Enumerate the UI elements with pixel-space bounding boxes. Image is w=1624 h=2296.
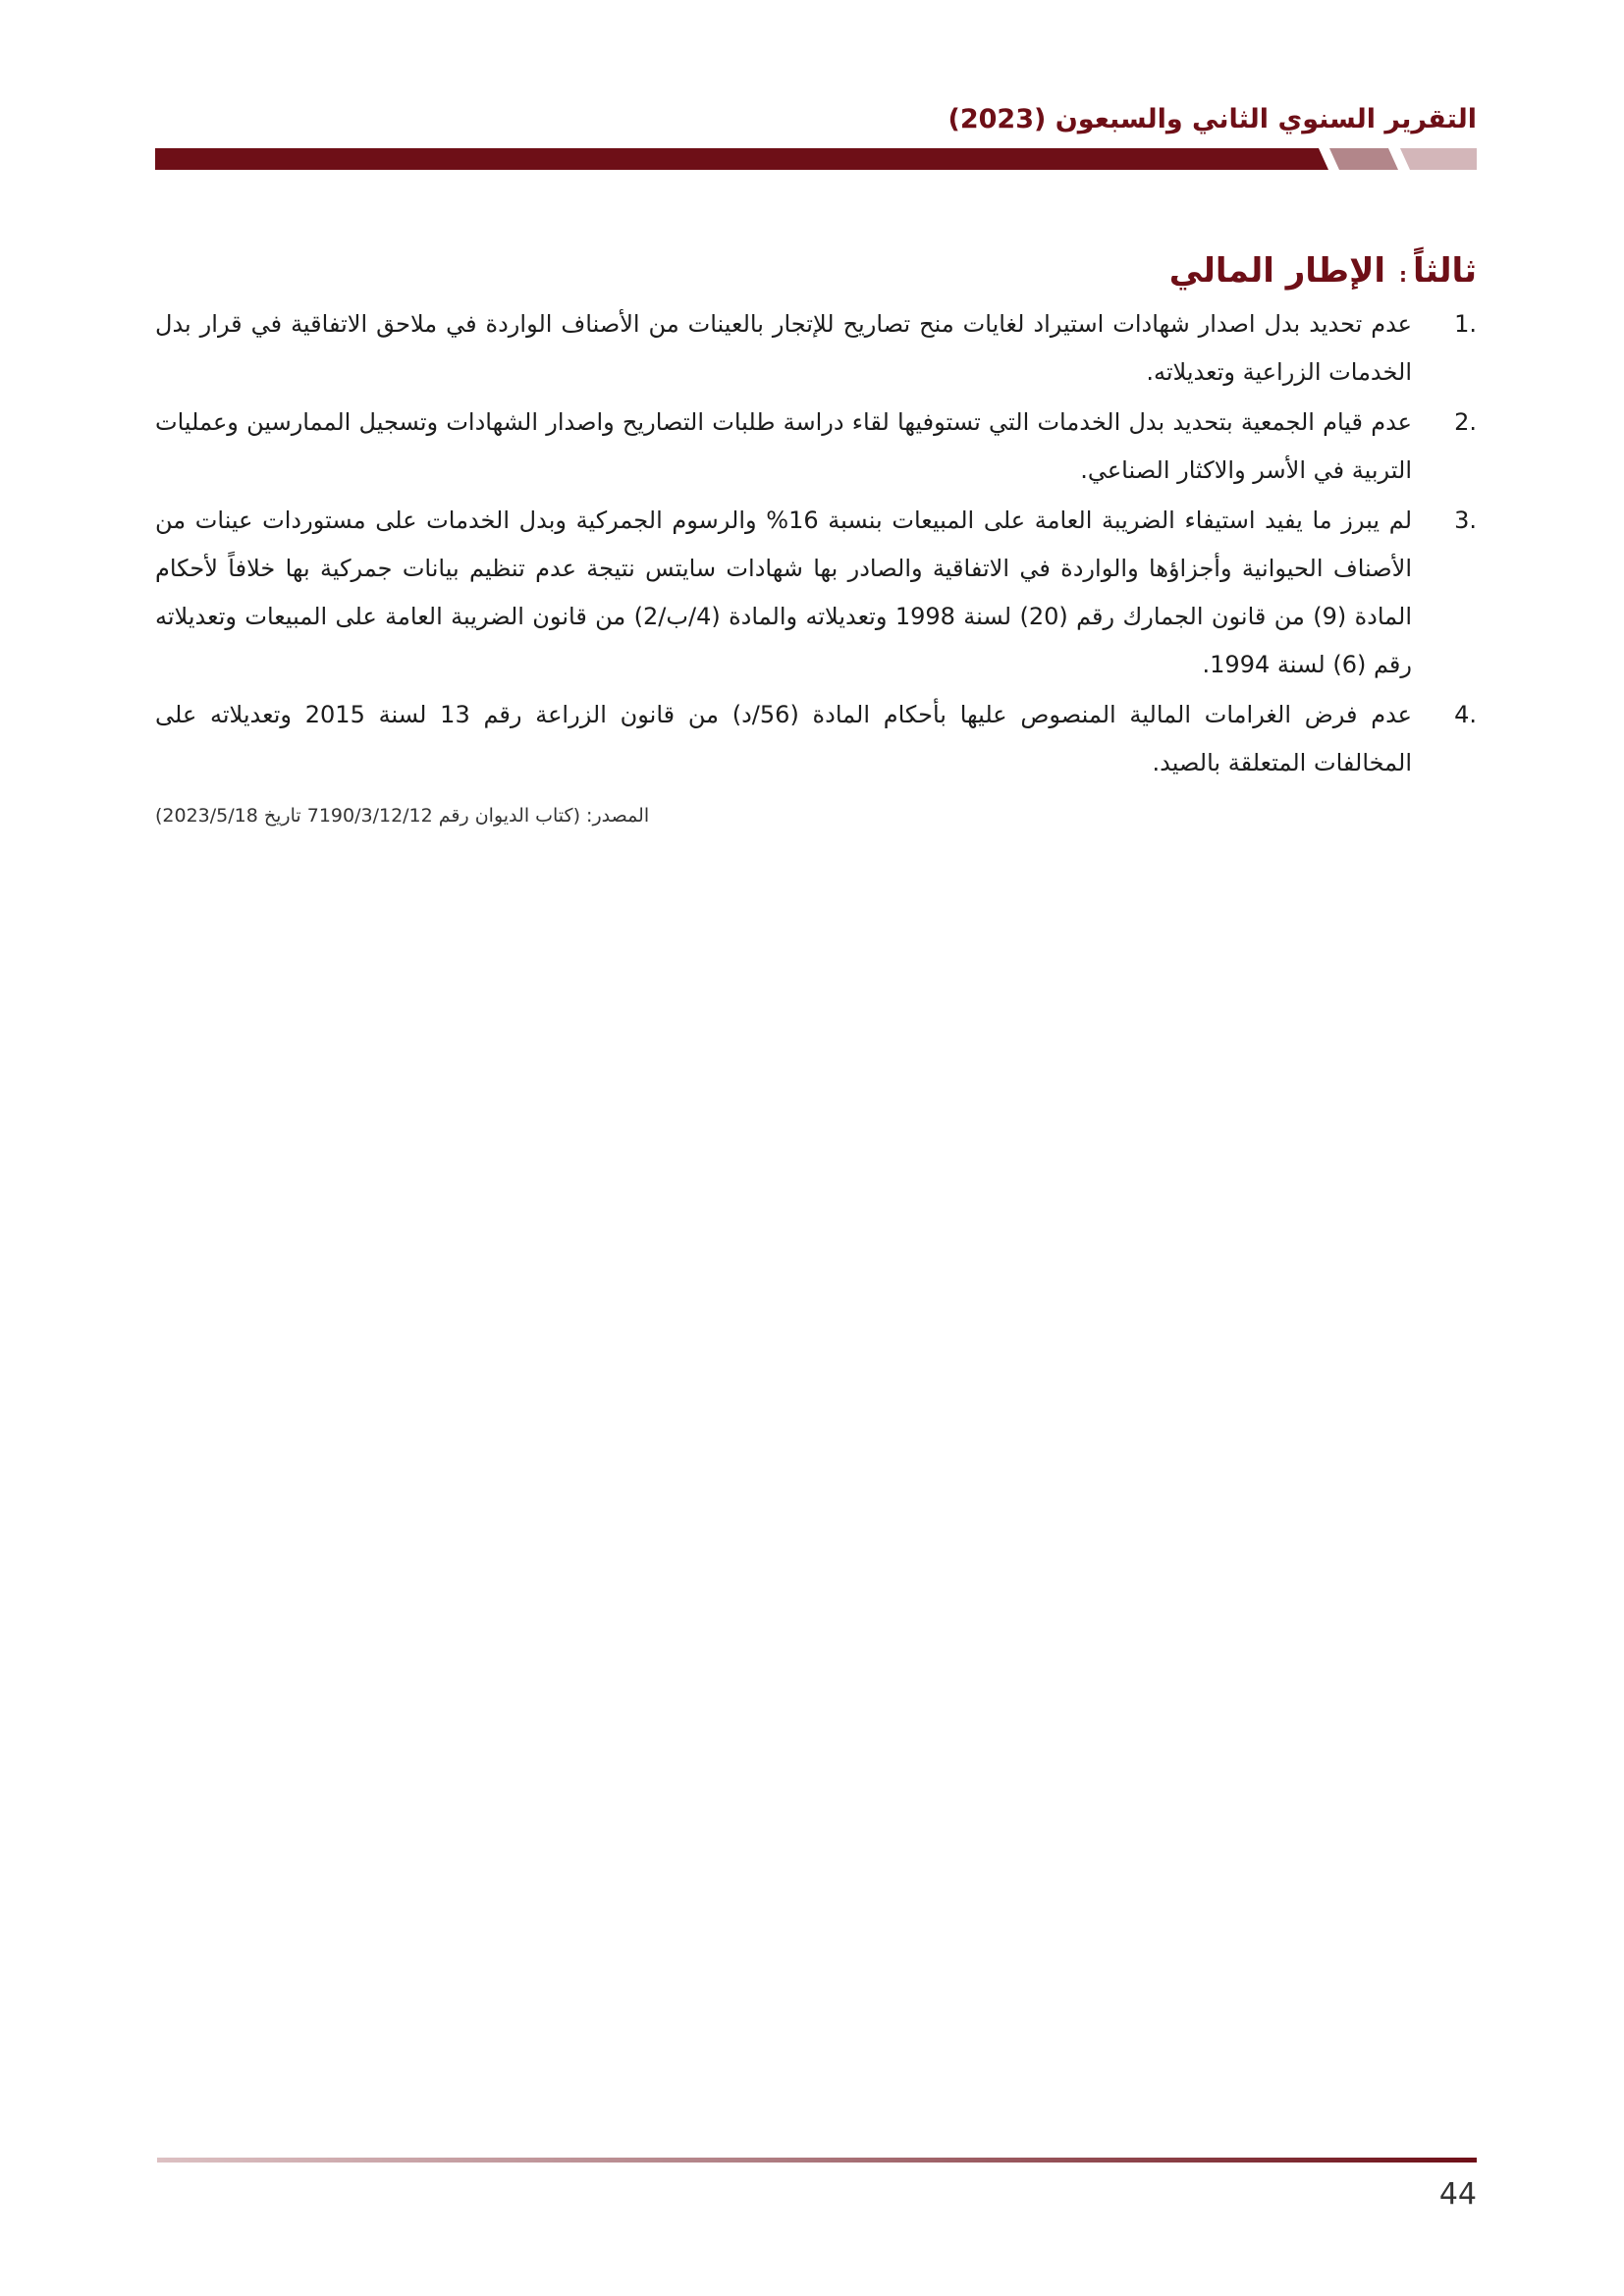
section-number: ثالثاً bbox=[1413, 251, 1477, 291]
source-note: المصدر: (كتاب الديوان رقم 7190/3/12/12 تاريخ 2023/5/18) bbox=[155, 805, 650, 827]
list-item-number: 2. bbox=[1454, 408, 1477, 436]
list-item-number: 1. bbox=[1454, 310, 1477, 338]
report-title: التقرير السنوي الثاني والسبعون (2023) bbox=[947, 104, 1477, 134]
findings-list bbox=[155, 300, 1477, 789]
header-band-segment-1 bbox=[1329, 148, 1398, 170]
section-title: الإطار المالي bbox=[1168, 251, 1386, 291]
list-item-number: 3. bbox=[1454, 507, 1477, 534]
list-item-text: عدم قيام الجمعية بتحديد بدل الخدمات التي تستوفيها لقاء دراسة طلبات التصاريح واصدار الشهادات وتسجيل الممارسين وعمليات التربية في الأسر والاكثار الصناعي. bbox=[155, 408, 1412, 484]
list-item bbox=[155, 497, 1477, 689]
section-heading bbox=[1169, 251, 1477, 291]
header-band-segment-2 bbox=[1400, 148, 1477, 170]
list-item bbox=[155, 399, 1477, 495]
list-item-text: عدم فرض الغرامات المالية المنصوص عليها بأحكام المادة (56/د) من قانون الزراعة رقم 13 لسنة 2015 وتعديلاته على المخالفات المتعلقة بالصيد. bbox=[155, 701, 1412, 776]
list-item bbox=[155, 300, 1477, 397]
list-item-text: لم يبرز ما يفيد استيفاء الضريبة العامة على المبيعات بنسبة 16% والرسوم الجمركية وبدل الخدمات على مستوردات عينات من الأصناف الحيوانية وأجزاؤها والواردة في الاتفاقية والصادر بها شهادات سايتس نتيجة عدم تنظيم بيانات جمركية بها خلافاً لأحكام المادة (9) من قانون الجمارك رقم (20) لسنة 1998 وتعديلاته والمادة (4/ب/2) من قانون الضريبة العامة على المبيعات وتعديلاته رقم (6) لسنة 1994. bbox=[155, 507, 1413, 678]
list-item bbox=[155, 691, 1477, 787]
list-item-text: عدم تحديد بدل اصدار شهادات استيراد لغايات منح تصاريح للإتجار بالعينات من الأصناف الواردة في ملاحق الاتفاقية في قرار بدل الخدمات الزراعية وتعديلاته. bbox=[155, 310, 1412, 386]
section-colon: : bbox=[1399, 263, 1408, 287]
page-number: 44 bbox=[1438, 2177, 1477, 2212]
header-decorative-band bbox=[155, 148, 1477, 170]
list-item-number: 4. bbox=[1454, 701, 1477, 728]
footer-divider bbox=[157, 2158, 1477, 2163]
header-band-main bbox=[155, 148, 1328, 170]
